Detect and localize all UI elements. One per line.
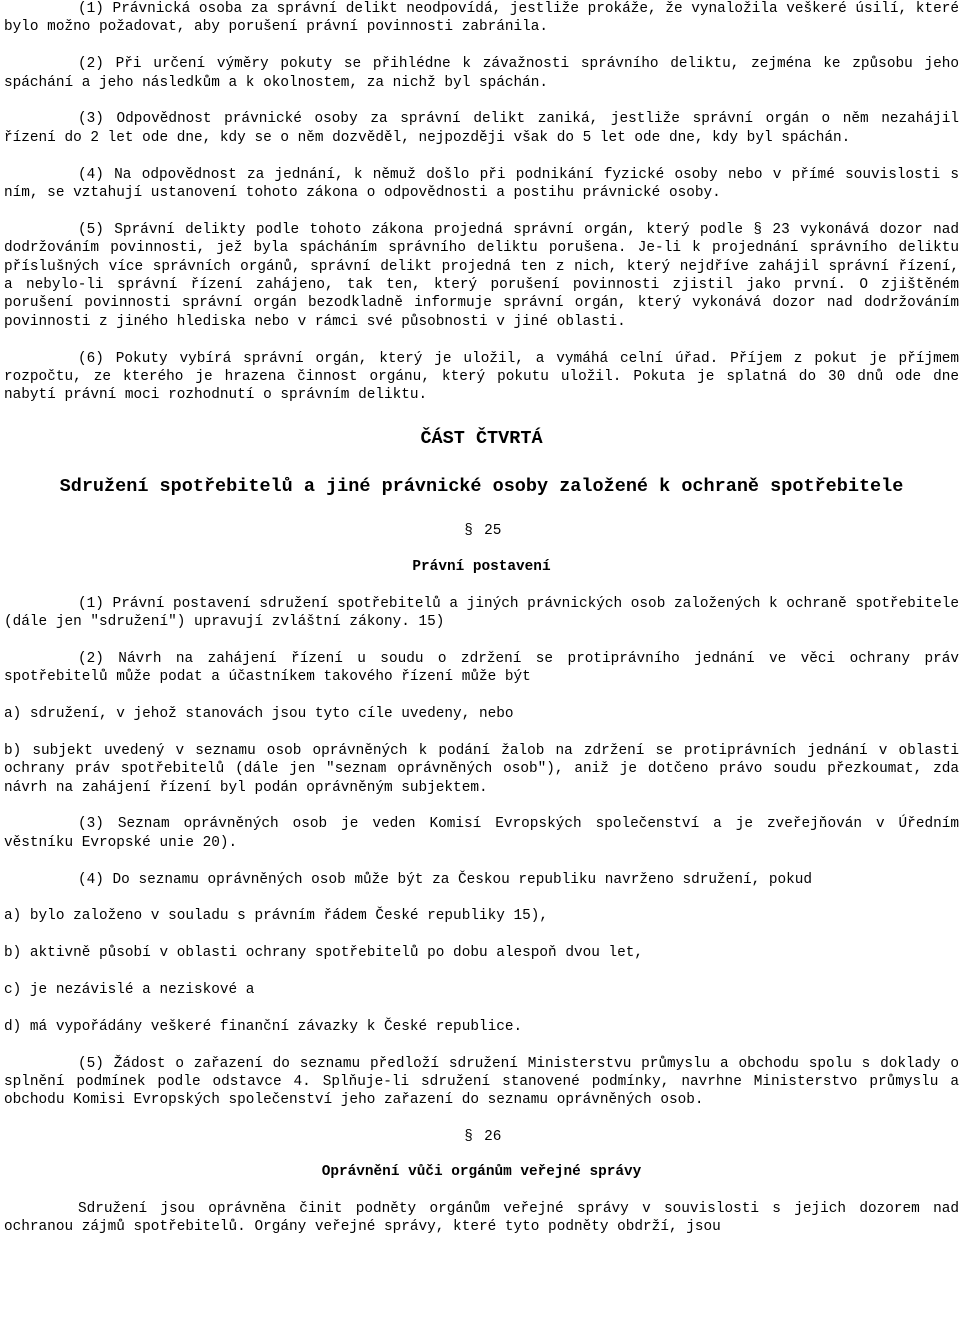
paragraph-list-maintenance: (3) Seznam oprávněných osob je veden Komisí Evropských společenství a je zveřejňován v Úředním věstníku Evropské unie 20).: [4, 816, 959, 851]
paragraph-competent-authority: (5) Správní delikty podle tohoto zákona projedná správní orgán, který podle § 23 vykonává dozor nad dodržováním povinnosti, jež byla spácháním správního deliktu porušena. Je-li k projednání správního deliktu příslušných více správních orgánů, správní delikt projedná ten z nich, který nejdříve zahájil správní řízení, a nebylo-li správní řízení zahájeno, tak ten, který porušení povinnosti zjistil jako první. O zjištěném porušení povinnosti správní orgán bezodkladně informuje správní orgán, který vykonává dozor nad dodržováním povinnosti z jiného hlediska nebo v rámci své působnosti v jiné oblasti.: [4, 221, 959, 330]
list-item-association: a) sdružení, v jehož stanovách jsou tyto cíle uvedeny, nebo: [4, 706, 514, 723]
section-25-title: Právní postavení: [412, 559, 551, 576]
list-item-founded: a) bylo založeno v souladu s právním řádem České republiky 15),: [4, 908, 549, 925]
section-26-number: [4, 1128, 959, 1146]
section-sign-icon: §: [464, 522, 473, 539]
list-item-active: b) aktivně působí v oblasti ochrany spotřebitelů po dobu alespoň dvou let,: [4, 945, 644, 962]
paragraph-natural-person-business: (4) Na odpovědnost za jednání, k němuž došlo při podnikání fyzické osoby nebo v přímé souvislosti s ním, se vztahují ustanovení tohoto zákona o odpovědnosti a postihu právnické osoby.: [4, 166, 959, 202]
document-page: [4, 0, 959, 1237]
section-number: 25: [484, 522, 502, 539]
paragraph-fine-collection: (6) Pokuty vybírá správní orgán, který je uložil, a vymáhá celní úřad. Příjem z pokut je příjmem rozpočtu, ze kterého je hrazena činnost orgánu, který pokutu uložil. Pokuta je splatná do 30 dnů ode dne nabytí právní moci rozhodnutí o správním deliktu.: [4, 350, 959, 404]
part-title: Sdružení spotřebitelů a jiné právnické osoby založené k ochraně spotřebitele: [59, 475, 904, 497]
paragraph-legal-status: (1) Právní postavení sdružení spotřebitelů a jiných právnických osob založených k ochraně spotřebitele (dále jen "sdružení") upravují zvláštní zákony. 15): [4, 595, 959, 631]
section-number: 26: [484, 1128, 502, 1145]
paragraph-list-nomination: (4) Do seznamu oprávněných osob může být za Českou republiku navrženo sdružení, pokud: [78, 871, 813, 888]
paragraph-liability-exemption: (1) Právnická osoba za správní delikt neodpovídá, jestliže prokáže, že vynaložila veškeré úsilí, které bylo možno požadovat, aby porušení právní povinnosti zabránila.: [4, 1, 959, 36]
list-item-listed-entity: b) subjekt uvedený v seznamu osob oprávněných k podání žalob na zdržení se protiprávních jednání v oblasti ochrany práv spotřebitelů (dále jen "seznam oprávněných osob"), aniž je dotčeno právo soudu přezkoumat, zda návrh na zahájení řízení byl podán oprávněným subjektem.: [4, 742, 959, 796]
paragraph-application: (5) Žádost o zařazení do seznamu předloží sdružení Ministerstvu průmyslu a obchodu spolu s doklady o splnění podmínek podle odstavce 4. Splňuje-li sdružení stanovené podmínky, navrhne Ministerstvo průmyslu a obchodu Komisi Evropských společenství jeho zařazení do seznamu oprávněných osob.: [4, 1055, 959, 1109]
paragraph-court-proposal: (2) Návrh na zahájení řízení u soudu o zdržení se protiprávního jednání ve věci ochrany práv spotřebitelů může podat a účastníkem takového řízení může být: [4, 650, 959, 686]
paragraph-fine-amount: (2) Při určení výměry pokuty se přihlédne k závažnosti správního deliktu, zejména ke způsobu jeho spáchání a jeho následkům a k okolnostem, za nichž byl spáchán.: [4, 56, 959, 91]
paragraph-authority-rights: Sdružení jsou oprávněna činit podněty orgánům veřejné správy v souvislosti s jejich dozorem nad ochranou zájmů spotřebitelů. Orgány veřejné správy, které tyto podněty obdrží, jsou: [4, 1200, 959, 1236]
section-25-number: [4, 522, 959, 540]
section-26-title: Oprávnění vůči orgánům veřejné správy: [321, 1164, 642, 1181]
list-item-independent: c) je nezávislé a neziskové a: [4, 982, 255, 999]
list-item-obligations: d) má vypořádány veškeré finanční závazky k České republice.: [4, 1018, 523, 1035]
section-sign-icon: §: [464, 1128, 473, 1145]
paragraph-liability-expiry: (3) Odpovědnost právnické osoby za správní delikt zaniká, jestliže správní orgán o něm nezahájil řízení do 2 let ode dne, kdy se o něm dozvěděl, nejpozději však do 5 let ode dne, kdy byl spáchán.: [4, 111, 959, 146]
part-heading: ČÁST ČTVRTÁ: [420, 427, 543, 449]
